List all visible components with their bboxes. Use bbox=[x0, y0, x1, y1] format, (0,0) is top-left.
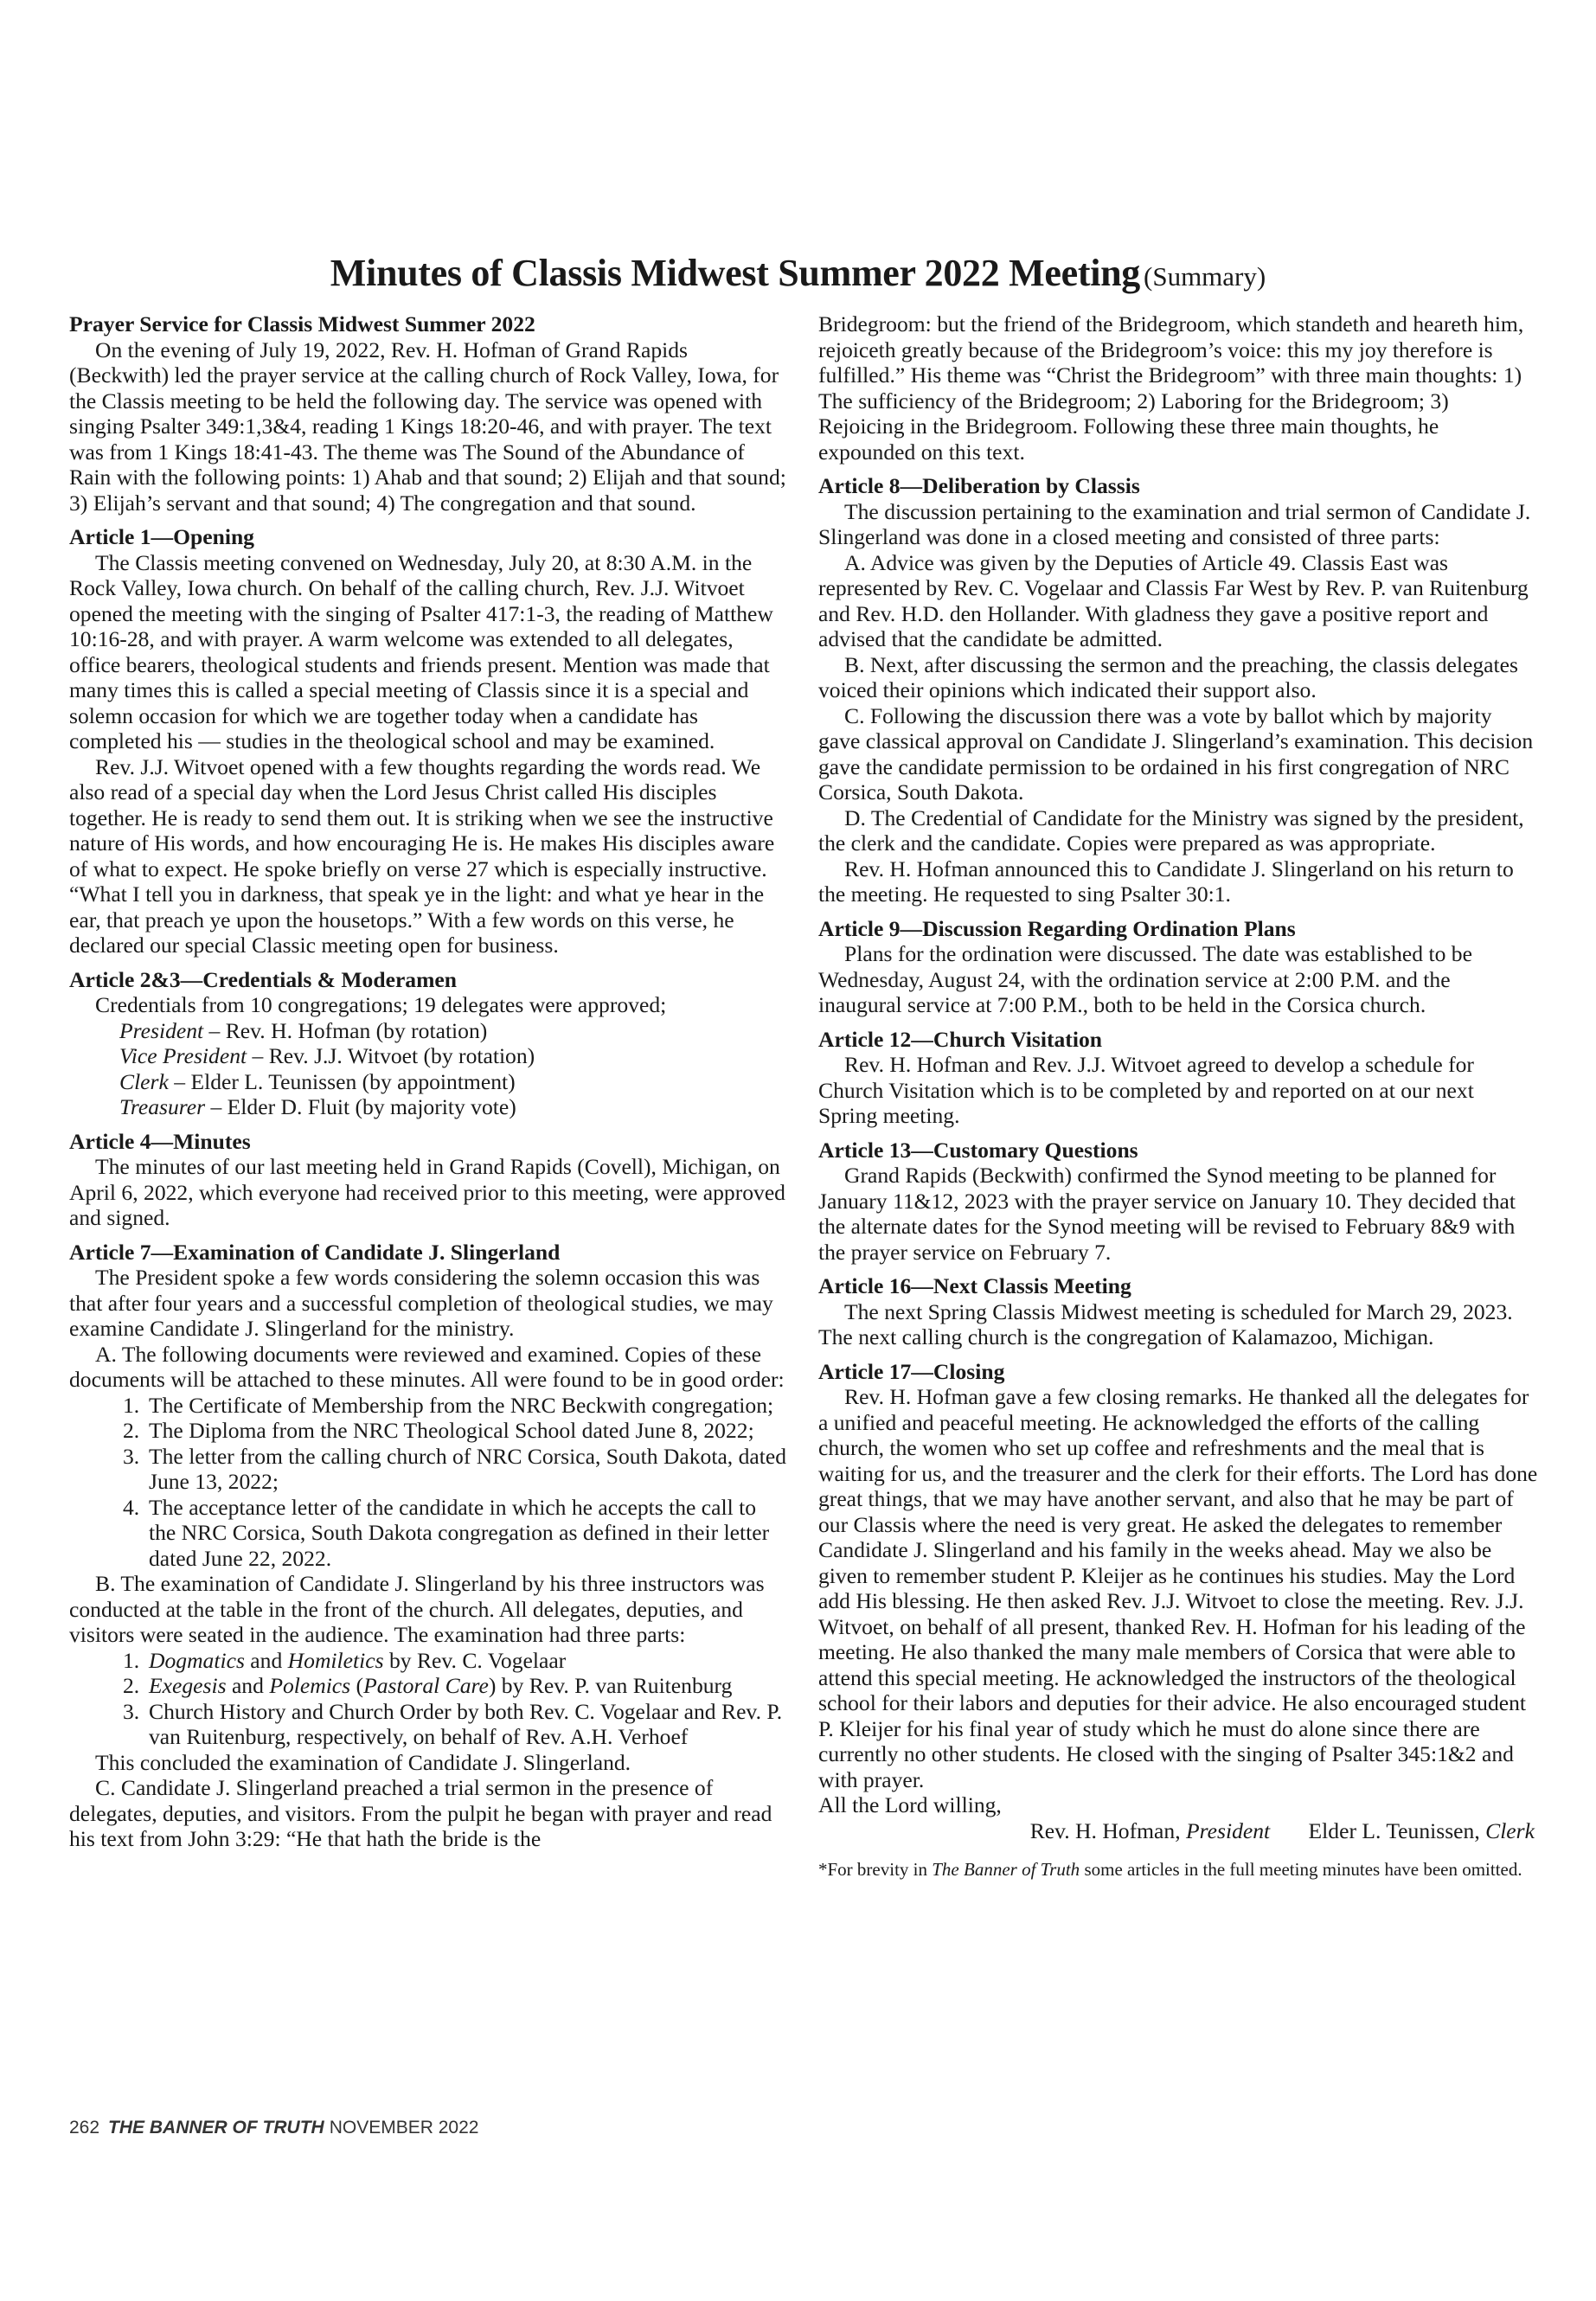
paragraph: This concluded the examination of Candidate J. Slingerland. bbox=[95, 1749, 631, 1775]
paragraph: Plans for the ordination were discussed. The date was established to be Wednesday, August 24, with the ordination service at 2:00 P.M. and the inaugural service at 7:00 P.M., both to be held in the Corsica church. bbox=[818, 941, 1472, 1017]
officer-role: Clerk bbox=[119, 1068, 169, 1094]
paragraph: D. The Credential of Candidate for the Ministry was signed by the president, the clerk and the candidate. Copies were prepared as was appropriate. bbox=[818, 804, 1524, 856]
list-text: ) by Rev. P. van Ruitenburg bbox=[488, 1673, 733, 1698]
list-item bbox=[69, 1495, 787, 1572]
subject: Dogmatics bbox=[149, 1647, 245, 1673]
list-item bbox=[69, 1673, 787, 1699]
section-heading: Article 8—Deliberation by Classis bbox=[818, 473, 1140, 498]
signer-role: Clerk bbox=[1485, 1817, 1535, 1843]
paragraph: The next Spring Classis Midwest meeting is scheduled for March 29, 2023. The next calling church is the congregation of Kalamazoo, Michigan. bbox=[818, 1298, 1513, 1349]
list-number: 1. bbox=[123, 1647, 140, 1673]
officer-line bbox=[69, 1094, 787, 1120]
signature-president bbox=[1030, 1818, 1270, 1843]
paragraph: C. Candidate J. Slingerland preached a trial sermon in the presence of delegates, deputies, and visitors. From the pulpit he began with prayer and read his text from John 3:29: “He that hath the bride is the bbox=[69, 1775, 772, 1851]
footnote bbox=[818, 1859, 1538, 1881]
paragraph: Rev. J.J. Witvoet opened with a few thoughts regarding the words read. We also read of a special day when the Lord Jesus Christ called His disciples together. He is ready to send them out. It is striking when we see the instructive nature of His words, and how encouraging He is. He makes His disciples aware of what to expect. He spoke briefly on verse 27 which is especially instructive. “What I tell you in darkness, that speak ye in the light: and what ye hear in the ear, that preach ye upon the housetops.” With a few words on this verse, he declared our special Classic meeting open for business. bbox=[69, 753, 775, 958]
section-heading: Article 9—Discussion Regarding Ordination Plans bbox=[818, 915, 1296, 941]
list-number: 3. bbox=[123, 1698, 140, 1724]
officer-line bbox=[69, 1069, 787, 1095]
officer-name: – Elder D. Fluit (by majority vote) bbox=[205, 1094, 516, 1119]
page-number: 262 bbox=[69, 2118, 100, 2138]
signer-name: Elder L. Teunissen, bbox=[1308, 1817, 1486, 1843]
paragraph: A. The following documents were reviewed and examined. Copies of these documents will be attached to these minutes. All were found to be in good order: bbox=[69, 1341, 785, 1392]
list-text: The acceptance letter of the candidate in which he accepts the call to the NRC Corsica, South Dakota congregation as defined in their letter dated June 22, 2022. bbox=[149, 1494, 770, 1571]
signer-name: Rev. H. Hofman, bbox=[1029, 1817, 1186, 1843]
section-heading: Article 12—Church Visitation bbox=[818, 1026, 1102, 1052]
section-heading: Article 1—Opening bbox=[69, 524, 254, 549]
list-item bbox=[69, 1699, 787, 1750]
officer-name: – Rev. H. Hofman (by rotation) bbox=[203, 1017, 488, 1043]
left-column bbox=[69, 311, 787, 1852]
list-text: by Rev. C. Vogelaar bbox=[383, 1647, 567, 1673]
list-text: and bbox=[244, 1647, 288, 1673]
list-text: and bbox=[226, 1673, 270, 1698]
paragraph: Rev. H. Hofman announced this to Candidate J. Slingerland on his return to the meeting. He requested to sing Psalter 30:1. bbox=[818, 856, 1514, 907]
list-text: The Diploma from the NRC Theological School dated June 8, 2022; bbox=[149, 1418, 754, 1443]
subject: Exegesis bbox=[149, 1673, 227, 1698]
list-number: 4. bbox=[123, 1494, 140, 1520]
paragraph: Grand Rapids (Beckwith) confirmed the Synod meeting to be planned for January 11&12, 2023 with the prayer service on January 10. They decided that the alternate dates for the Synod meeting will be revised to February 8&9 with the prayer service on February 7. bbox=[818, 1163, 1516, 1265]
subject: Homiletics bbox=[287, 1647, 384, 1673]
section-heading: Article 13—Customary Questions bbox=[818, 1137, 1138, 1163]
right-column bbox=[818, 311, 1538, 1881]
paragraph: Bridegroom: but the friend of the Bridegroom, which standeth and heareth him, rejoiceth greatly because of the Bridegroom’s voice: this my joy therefore is fulfilled.” His theme was “Christ the Bridegroom” with three main thoughts: 1) The sufficiency of the Bridegroom; 2) Laboring for the Bridegroom; 3) Rejoicing in the Bridegroom. Following these three main thoughts, he expounded on this text. bbox=[818, 311, 1524, 465]
paragraph: The President spoke a few words considering the solemn occasion this was that after four years and a successful completion of theological studies, we may examine Candidate J. Slingerland for the ministry. bbox=[69, 1265, 773, 1341]
paragraph: The discussion pertaining to the examination and trial sermon of Candidate J. Slingerland was done in a closed meeting and consisted of three parts: bbox=[818, 498, 1531, 549]
list-item bbox=[69, 1393, 787, 1419]
list-text: Church History and Church Order by both Rev. C. Vogelaar and Rev. P. van Ruitenburg, respectively, on behalf of Rev. A.H. Verhoef bbox=[149, 1698, 783, 1749]
signature-clerk bbox=[1309, 1818, 1535, 1843]
list-item bbox=[69, 1418, 787, 1444]
paragraph: Rev. H. Hofman gave a few closing remarks. He thanked all the delegates for a unified and peaceful meeting. He acknowledged the efforts of the calling church, the women who set up coffee and refreshments and the meal that is waiting for us, and the treasurer and the clerk for their efforts. The Lord has done great things, that we may have another servant, and also that he may be part of our Classis where the need is very great. He asked the delegates to remember Candidate J. Slingerland and his family in the weeks ahead. May we also be given to remember student P. Kleijer as he continues his studies. May the Lord add His blessing. He then asked Rev. J.J. Witvoet to close the meeting. Rev. J.J. Witvoet, on behalf of all present, thanked Rev. H. Hofman for his leading of the meeting. He also thanked the many male members of Corsica that were able to attend this special meeting. He acknowledged the instructors of the theological school for their labors and deputies for their advice. He also encouraged student P. Kleijer for his final year of study which he must do alone since there are currently no other students. He closed with the singing of Psalter 345:1&2 and with prayer. bbox=[818, 1384, 1538, 1792]
paragraph: C. Following the discussion there was a vote by ballot which by majority gave classical approval on Candidate J. Slingerland’s examination. This decision gave the candidate permission to be ordained in his first congregation of NRC Corsica, South Dakota. bbox=[818, 702, 1534, 804]
officer-role: Treasurer bbox=[119, 1094, 206, 1119]
footnote-publication: The Banner of Truth bbox=[932, 1859, 1080, 1880]
section-heading: Prayer Service for Classis Midwest Summer 2022 bbox=[69, 311, 535, 336]
paragraph: Rev. H. Hofman and Rev. J.J. Witvoet agreed to develop a schedule for Church Visitation which is to be completed by and reported on at our next Spring meeting. bbox=[818, 1052, 1474, 1128]
list-number: 1. bbox=[123, 1392, 140, 1418]
publication-name: THE BANNER OF TRUTH bbox=[108, 2118, 324, 2138]
paragraph: B. The examination of Candidate J. Slingerland by his three instructors was conducted at the table in the front of the church. All delegates, deputies, and visitors were seated in the audience. The examination had three parts: bbox=[69, 1571, 765, 1647]
signatures bbox=[818, 1818, 1538, 1844]
footnote-text: *For brevity in bbox=[818, 1859, 933, 1880]
page-footer bbox=[69, 2118, 478, 2138]
officer-name: – Elder L. Teunissen (by appointment) bbox=[168, 1068, 516, 1094]
officer-line bbox=[69, 1018, 787, 1044]
officer-line bbox=[69, 1043, 787, 1069]
list-item bbox=[69, 1444, 787, 1495]
paragraph: On the evening of July 19, 2022, Rev. H. Hofman of Grand Rapids (Beckwith) led the prayer service at the calling church of Rock Valley, Iowa, for the Classis meeting to be held the following day. The service was opened with singing Psalter 349:1,3&4, reading 1 Kings 18:20-46, and with prayer. The text was from 1 Kings 18:41-43. The theme was The Sound of the Abundance of Rain with the following points: 1) Ahab and that sound; 2) Elijah and that sound; 3) Elijah’s servant and that sound; 4) The congregation and that sound. bbox=[69, 336, 786, 516]
list-item bbox=[69, 1648, 787, 1674]
footnote-text: some articles in the full meeting minutes have been omitted. bbox=[1080, 1859, 1522, 1880]
officer-role: Vice President bbox=[119, 1043, 247, 1068]
list-number: 3. bbox=[123, 1443, 140, 1469]
paragraph: The Classis meeting convened on Wednesday, July 20, at 8:30 A.M. in the Rock Valley, Iowa church. On behalf of the calling church, Rev. J.J. Witvoet opened the meeting with the singing of Psalter 417:1-3, the reading of Matthew 10:16-28, and with prayer. A warm welcome was extended to all delegates, office bearers, theological students and friends present. Mention was made that many times this is called a special meeting of Classis since it is a special and solemn occasion for which we are together today when a candidate has completed his — studies in the theological school and may be examined. bbox=[69, 549, 773, 753]
subject: Polemics bbox=[269, 1673, 351, 1698]
officer-role: President bbox=[119, 1017, 204, 1043]
list-number: 2. bbox=[123, 1673, 140, 1698]
section-heading: Article 16—Next Classis Meeting bbox=[818, 1273, 1131, 1298]
list-text: The letter from the calling church of NRC Corsica, South Dakota, dated June 13, 2022; bbox=[149, 1443, 787, 1494]
signer-role: President bbox=[1186, 1817, 1271, 1843]
section-heading: Article 17—Closing bbox=[818, 1358, 1005, 1384]
section-heading: Article 7—Examination of Candidate J. Slingerland bbox=[69, 1239, 561, 1265]
list-number: 2. bbox=[123, 1418, 140, 1443]
section-heading: Article 4—Minutes bbox=[69, 1128, 251, 1154]
paragraph: Credentials from 10 congregations; 19 delegates were approved; bbox=[95, 992, 667, 1017]
paragraph: B. Next, after discussing the sermon and the preaching, the classis delegates voiced their opinions which indicated their support also. bbox=[818, 651, 1518, 702]
officer-name: – Rev. J.J. Witvoet (by rotation) bbox=[247, 1043, 535, 1068]
subject: Pastoral Care bbox=[363, 1673, 489, 1698]
issue-date: NOVEMBER 2022 bbox=[329, 2118, 479, 2138]
paragraph: The minutes of our last meeting held in Grand Rapids (Covell), Michigan, on April 6, 2022, which everyone had received prior to this meeting, were approved and signed. bbox=[69, 1154, 785, 1230]
page-title bbox=[69, 251, 1527, 295]
title-main: Minutes of Classis Midwest Summer 2022 Meeting bbox=[330, 252, 1140, 294]
paragraph: A. Advice was given by the Deputies of Article 49. Classis East was represented by Rev. C. Vogelaar and Classis Far West by Rev. P. van Ruitenburg and Rev. H.D. den Hollander. With gladness they gave a positive report and advised that the candidate be admitted. bbox=[818, 549, 1529, 651]
list-text: The Certificate of Membership from the NRC Beckwith congregation; bbox=[149, 1392, 774, 1418]
section-heading: Article 2&3—Credentials & Moderamen bbox=[69, 966, 458, 992]
list-text: ( bbox=[350, 1673, 364, 1698]
title-sub: (Summary) bbox=[1144, 261, 1266, 292]
closing-line: All the Lord willing, bbox=[818, 1792, 1002, 1817]
